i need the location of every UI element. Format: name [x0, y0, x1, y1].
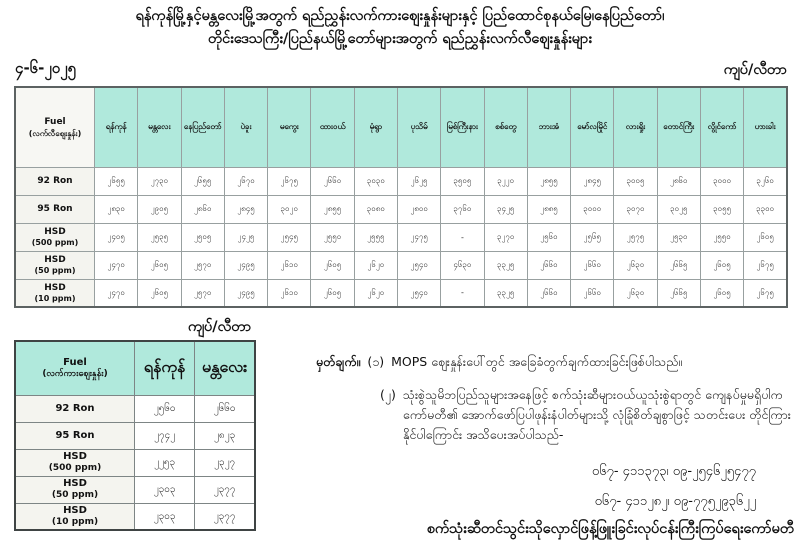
fuel-row-label	[15, 251, 95, 279]
price-cell: ၂၄၇၀	[95, 251, 138, 279]
price-cell: ၂၅၇၅	[614, 223, 657, 251]
price-cell: ၃၇၆၀	[441, 195, 484, 223]
price-cell: ၃၀၂၅	[657, 195, 700, 223]
fuel-grade: (10 ppm)	[34, 293, 76, 303]
notes-section	[316, 352, 792, 458]
price-cell: ၂၆၇၅	[744, 279, 787, 307]
committee-footer: စက်သုံးဆီတင်သွင်းသိုလှောင်ဖြန့်ဖြူးခြင်းလုပ်ငန်းကြီးကြပ်ရေးကော်မတီ	[426, 521, 794, 537]
fuel-row-label	[15, 503, 135, 530]
price-cell: ၂၄၀၅	[95, 223, 138, 251]
price-cell: ၂၄၉၅	[224, 279, 267, 307]
price-cell: -	[441, 279, 484, 307]
city-header: မန္တလေး	[138, 87, 181, 167]
fuel-subheader-text: (လက်ကားဈေးနှုန်း)	[42, 368, 108, 379]
fuel-name: HSD	[63, 478, 87, 489]
price-cell: -	[441, 223, 484, 251]
price-cell: ၂၄၂၅	[224, 223, 267, 251]
price-cell: ၂၈၀၀	[397, 195, 440, 223]
fuel-grade: (10 ppm)	[51, 516, 99, 527]
table-row	[15, 279, 787, 307]
table-row	[15, 195, 787, 223]
city-header: ဘားအံ	[527, 87, 570, 167]
date-label: ၄-၆-၂၀၂၅	[15, 59, 76, 77]
price-cell: ၂၈၄၅	[571, 167, 614, 195]
price-cell: ၃၃၂၅	[484, 279, 527, 307]
price-cell: ၃၀၅၅	[700, 195, 743, 223]
city-header: မြစ်ကြီးနား	[441, 87, 484, 167]
fuel-row-label	[15, 476, 135, 503]
price-cell: ၂၆၁၀	[268, 251, 311, 279]
table-row	[15, 223, 787, 251]
price-cell: ၂၄၇၅	[397, 223, 440, 251]
price-cell: ၂၆၀၅	[311, 279, 354, 307]
price-cell: ၄၆၃၀	[441, 251, 484, 279]
price-cell: ၃၀၃၀	[354, 167, 397, 195]
price-cell: ၂၃၇၇	[195, 503, 255, 530]
price-cell: ၂၂၅၃	[135, 449, 195, 476]
city-header: စစ်တွေ	[484, 87, 527, 167]
price-cell: ၂၆၂၅	[397, 167, 440, 195]
price-cell: ၂၅၅၀	[311, 223, 354, 251]
fuel-grade: (50 ppm)	[51, 490, 99, 500]
fuel-column-header	[15, 341, 135, 395]
price-cell: ၂၆၇၅	[268, 167, 311, 195]
price-cell: ၂၃၀၃	[135, 476, 195, 503]
fuel-name: HSD	[63, 451, 87, 462]
unit-label-small: ကျပ်/လီတာ	[188, 319, 252, 335]
fuel-grade: (500 ppm)	[48, 463, 102, 473]
price-cell: ၃၀၂၀	[268, 195, 311, 223]
title-line-1: ရန်ကုန်မြို့နှင့်မန္တလေးမြို့အတွက် ရည်ညွှန်းလက်ကားဈေးနှုန်းများနှင့် ပြည်ထောင်စုနယ်မြေ၊နေပြည်တော်၊	[135, 8, 665, 24]
price-cell: ၂၆၅၅	[181, 167, 224, 195]
fuel-header-text: Fuel	[44, 116, 66, 127]
retail-price-table	[14, 86, 788, 308]
price-cell: ၂၅၅၅	[354, 223, 397, 251]
city-header: ဟားခါး	[744, 87, 787, 167]
price-cell: ၂၆၃၀	[614, 279, 657, 307]
city-header: ရန်ကုန်	[135, 341, 195, 395]
fuel-row-label	[15, 449, 135, 476]
city-header: မုံရွာ	[354, 87, 397, 167]
price-cell: ၂၅၀၅	[181, 223, 224, 251]
price-cell: ၂၈၃၀	[95, 195, 138, 223]
price-cell: ၂၆၆၅	[657, 251, 700, 279]
price-cell: ၂၅၆၀	[135, 395, 195, 422]
fuel-name: HSD	[44, 255, 66, 265]
wholesale-price-table	[14, 340, 256, 531]
price-cell: ၂၃၂၇	[195, 449, 255, 476]
table-row	[15, 251, 787, 279]
price-cell: ၂၆၀၅	[700, 279, 743, 307]
price-cell: ၂၃၀၃	[135, 503, 195, 530]
note-2-text: သုံးစွဲသူမိဘပြည်သူများအနေဖြင့် စက်သုံးဆီများဝယ်ယူသုံးစွဲရာတွင် ကျေနပ်မှုမရှိပါက ကော်မတီ၏ အောက်ဖော်ပြပါဖုန်းနံပါတ်များသို့ လုံခြုံစိတ်ချစွာဖြင့် သတင်းပေး တိုင်ကြားနိုင်ပါကြောင်း အသိပေးအပ်ပါသည်-	[402, 387, 791, 442]
city-header: တောင်ကြီး	[657, 87, 700, 167]
unit-label-top: ကျပ်/လီတာ	[723, 62, 787, 78]
price-cell: ၂၆၆၀	[571, 279, 614, 307]
price-cell: ၂၆၀၅	[138, 251, 181, 279]
price-cell: ၂၅၄၅	[268, 223, 311, 251]
price-cell: ၃၂၂၀	[484, 167, 527, 195]
price-cell: ၃၅၀၅	[441, 167, 484, 195]
fuel-name: 92 Ron	[55, 402, 95, 414]
price-cell: ၂၆၀၅	[138, 279, 181, 307]
price-cell: ၂၈၆၀	[181, 195, 224, 223]
price-cell: ၃၀၇၀	[614, 195, 657, 223]
table-row	[15, 422, 255, 449]
price-cell: ၃၀၀၀	[700, 167, 743, 195]
price-cell: ၂၈၈၅	[527, 195, 570, 223]
price-cell: ၂၈၅၅	[527, 167, 570, 195]
note-1-text: MOPS ဈေးနှုန်းပေါ်တွင် အခြေခံတွက်ချက်ထားခြင်းဖြစ်ပါသည်။	[391, 354, 683, 369]
fuel-grade: (500 ppm)	[31, 238, 79, 247]
price-cell: ၂၆၀၅	[700, 251, 743, 279]
table-row	[15, 503, 255, 530]
price-cell: ၂၆၆၀	[571, 251, 614, 279]
price-cell: ၂၅၇၀	[181, 279, 224, 307]
price-cell: ၃၀၈၀	[354, 195, 397, 223]
city-header: လွိုင်ကော်	[700, 87, 743, 167]
fuel-grade: (50 ppm)	[34, 266, 76, 275]
price-cell: ၂၈၂၃	[195, 422, 255, 449]
price-cell: ၂၅၆၅	[571, 223, 614, 251]
city-header: မကွေး	[268, 87, 311, 167]
price-cell: ၂၈၄၅	[224, 195, 267, 223]
price-cell: ၂၆၆၀	[311, 167, 354, 195]
document-title	[0, 5, 800, 51]
price-cell: ၂၈၆၀	[657, 167, 700, 195]
price-cell: ၂၄၇၀	[95, 279, 138, 307]
fuel-row-label	[15, 195, 95, 223]
phone-numbers	[592, 464, 756, 524]
fuel-name: 95 Ron	[55, 429, 95, 441]
price-cell: ၂၉၀၅	[138, 195, 181, 223]
table-row	[15, 395, 255, 422]
price-cell: ၂၆၆၀	[527, 251, 570, 279]
price-cell: ၂၃၇၇	[195, 476, 255, 503]
city-header: ပုသိမ်	[397, 87, 440, 167]
price-cell: ၂၆၂၀	[354, 279, 397, 307]
city-header: နေပြည်တော်	[181, 87, 224, 167]
price-cell: ၂၅၃၅	[138, 223, 181, 251]
table-row	[15, 167, 787, 195]
price-cell: ၂၆၃၀	[614, 251, 657, 279]
phone-line-1: ၀၆၇- ၄၁၁၃၇၃၊ ၀၉-၂၅၄၆၂၅၄၇၇	[591, 464, 756, 479]
price-cell: ၂၅၇၀	[181, 251, 224, 279]
table-row	[15, 476, 255, 503]
city-header: ထားဝယ်	[311, 87, 354, 167]
price-cell: ၂၆၆၀	[527, 279, 570, 307]
price-cell: ၂၆၂၀	[354, 251, 397, 279]
price-cell: ၃၄၂၅	[484, 195, 527, 223]
city-header: ရန်ကုန်	[95, 87, 138, 167]
price-cell: ၃၂၇၀	[484, 223, 527, 251]
price-cell: ၂၆၇၅	[744, 251, 787, 279]
fuel-row-label	[15, 422, 135, 449]
table-row	[15, 449, 255, 476]
fuel-row-label	[15, 167, 95, 195]
fuel-row-label	[15, 395, 135, 422]
note-2-number: (၂)	[380, 387, 396, 402]
price-cell: ၂၆၀၅	[744, 223, 787, 251]
note-1-number: (၁)	[367, 354, 385, 369]
price-cell: ၂၆၁၀	[268, 279, 311, 307]
fuel-subheader-text: (လက်လီဈေးနှုန်း)	[28, 128, 82, 138]
fuel-name: 95 Ron	[37, 204, 73, 214]
fuel-column-header	[15, 87, 95, 167]
price-cell: ၂၅၄၀	[397, 279, 440, 307]
fuel-row-label	[15, 223, 95, 251]
price-cell: ၂၅၃၀	[657, 223, 700, 251]
price-cell: ၃၃၂၅	[484, 251, 527, 279]
city-header: မန္တလေး	[195, 341, 255, 395]
city-header: လားရှိုး	[614, 87, 657, 167]
note-item-1	[316, 352, 792, 372]
price-cell: ၂၅၅၀	[700, 223, 743, 251]
city-header: ပဲခူး	[224, 87, 267, 167]
price-cell: ၂၅၆၀	[527, 223, 570, 251]
fuel-row-label	[15, 279, 95, 307]
price-cell: ၂၆၆၅	[657, 279, 700, 307]
price-cell: ၃၃၀၀	[744, 195, 787, 223]
price-cell: ၂၄၉၅	[224, 251, 267, 279]
price-cell: ၂၆၆၀	[195, 395, 255, 422]
price-cell: ၂၆၇၀	[224, 167, 267, 195]
fuel-name: HSD	[44, 282, 66, 293]
price-cell: ၂၆၀၅	[311, 251, 354, 279]
notes-label: မှတ်ချက်။	[316, 354, 361, 369]
city-header: မော်လမြိုင်	[571, 87, 614, 167]
price-cell: ၂၇၄၂	[135, 422, 195, 449]
phone-line-2: ၀၆၇- ၄၁၁၂၈၂၊ ၀၉-၇၇၅၂၉၃၆၂၂	[594, 494, 756, 509]
fuel-header-text: Fuel	[63, 356, 87, 368]
price-cell: ၂၅၄၀	[397, 251, 440, 279]
fuel-name: HSD	[44, 227, 66, 237]
price-cell: ၂၈၅၅	[311, 195, 354, 223]
price-cell: ၃၂၆၀	[744, 167, 787, 195]
price-cell: ၂၆၅၅	[95, 167, 138, 195]
price-cell: ၃၀၀၀	[571, 195, 614, 223]
title-line-2: တိုင်းဒေသကြီး/ပြည်နယ်မြို့တော်များအတွက် ရည်ညွှန်းလက်လီဈေးနှုန်းများ	[207, 31, 593, 47]
fuel-name: HSD	[63, 504, 87, 516]
price-cell: ၃၀၀၅	[614, 167, 657, 195]
fuel-name: 92 Ron	[37, 176, 73, 186]
price-cell: ၂၇၃၀	[138, 167, 181, 195]
note-item-2	[316, 385, 792, 445]
